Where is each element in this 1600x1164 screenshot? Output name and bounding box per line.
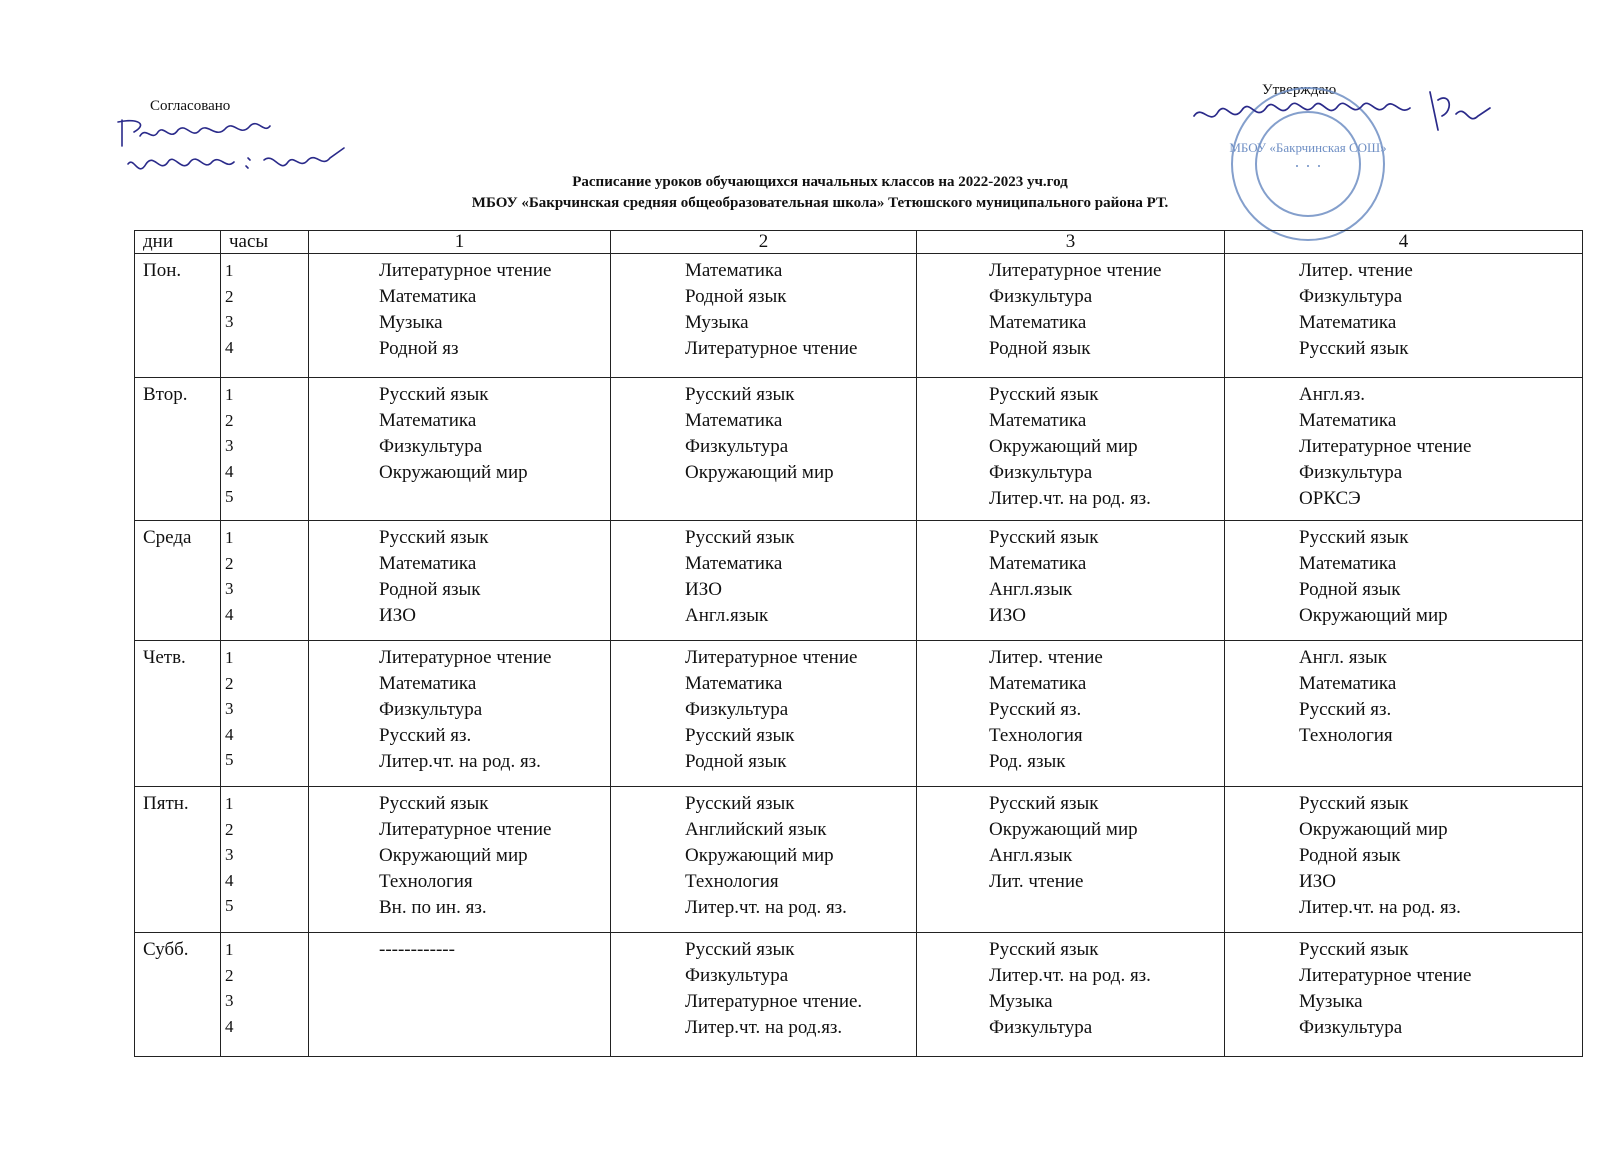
hour-number: 1 — [225, 385, 234, 404]
lesson-item: Литературное чтение — [379, 819, 552, 840]
hour-number: 3 — [225, 312, 234, 331]
lesson-item: Математика — [989, 553, 1087, 574]
lesson-item: Русский язык — [1299, 338, 1409, 359]
hour-number: 4 — [225, 724, 234, 744]
lesson-item: Литер.чт. на род. яз. — [989, 965, 1151, 986]
lesson-item: Математика — [379, 286, 477, 307]
approve-label: Утверждаю — [1262, 82, 1337, 98]
header-hours: часы — [221, 231, 309, 254]
lesson-item: Математика — [989, 673, 1087, 694]
lesson-item: ИЗО — [989, 605, 1026, 626]
lesson-item: Лит. чтение — [989, 871, 1084, 892]
lesson-item: Литературное чтение — [379, 260, 552, 281]
lesson-item: Литер. чтение — [1299, 260, 1413, 281]
class-3-cell — [917, 378, 1225, 521]
lesson-item: Физкультура — [685, 699, 789, 720]
lesson-item: Физкультура — [989, 462, 1093, 483]
lesson-item: Родной язык — [685, 286, 787, 307]
lesson-item: Окружающий мир — [379, 845, 528, 866]
class-2-cell — [611, 378, 917, 521]
lesson-item: Русский язык — [1299, 527, 1409, 548]
lesson-item: Технология — [379, 871, 473, 892]
lesson-item: Русский яз. — [989, 699, 1082, 720]
class-2-cell — [611, 641, 917, 787]
hour-number: 2 — [225, 410, 234, 430]
lesson-item: Математика — [989, 410, 1087, 431]
lesson-item: Русский язык — [379, 793, 489, 814]
lesson-item: Физкультура — [989, 1017, 1093, 1038]
lesson-item: Физкультура — [989, 286, 1093, 307]
hours-cell — [221, 787, 309, 933]
lesson-item: Русский язык — [989, 384, 1099, 405]
lesson-item: Окружающий мир — [989, 436, 1138, 457]
lesson-item: Музыка — [1299, 991, 1363, 1012]
lesson-item: Родной язык — [379, 579, 481, 600]
lesson-item: Математика — [379, 673, 477, 694]
stamp-line-1: МБОУ «Бакрчинская СОШ» — [1229, 140, 1387, 155]
hour-number: 1 — [225, 528, 234, 547]
class-4-cell — [1225, 787, 1583, 933]
hour-number: 2 — [225, 286, 234, 306]
approved-label: Согласовано — [150, 98, 231, 114]
hour-number: 4 — [225, 461, 234, 481]
lesson-item: Родной язык — [685, 751, 787, 772]
hour-number: 3 — [225, 845, 234, 864]
lesson-item: Окружающий мир — [379, 462, 528, 483]
lesson-item: Русский язык — [685, 793, 795, 814]
lesson-item: Литер.чт. на род. яз. — [379, 751, 541, 772]
lesson-item: Родной яз — [379, 338, 459, 359]
lesson-item: Математика — [685, 673, 783, 694]
lesson-item: ИЗО — [685, 579, 722, 600]
class-2-cell — [611, 787, 917, 933]
lesson-item: Физкультура — [685, 965, 789, 986]
table-row — [135, 787, 1583, 933]
hour-number: 4 — [225, 604, 234, 624]
table-row — [135, 641, 1583, 787]
lesson-item: Математика — [685, 410, 783, 431]
class-2-cell — [611, 933, 917, 1057]
lesson-item: Литер. чтение — [989, 647, 1103, 668]
lesson-item: Математика — [1299, 553, 1397, 574]
table-row — [135, 254, 1583, 378]
lesson-item: Англ.язык — [989, 845, 1073, 866]
lesson-item: Литературное чтение — [685, 647, 858, 668]
hour-number: 1 — [225, 940, 234, 959]
hour-number: 2 — [225, 673, 234, 693]
lesson-item: Вн. по ин. яз. — [379, 897, 487, 918]
lesson-item: Физкультура — [379, 436, 483, 457]
schedule-table — [134, 230, 1583, 1057]
day-cell: Среда — [135, 521, 221, 641]
lesson-item: Музыка — [379, 312, 443, 333]
lesson-item: Русский язык — [685, 939, 795, 960]
hour-number: 3 — [225, 436, 234, 455]
lesson-item: Русский язык — [379, 527, 489, 548]
lesson-item: Русский язык — [685, 384, 795, 405]
hour-number: 1 — [225, 648, 234, 667]
header-row — [135, 231, 1583, 254]
lesson-item: Английский язык — [685, 819, 827, 840]
lesson-item: Окружающий мир — [685, 462, 834, 483]
class-1-cell — [309, 933, 611, 1057]
lesson-item: Математика — [1299, 312, 1397, 333]
lesson-item: Математика — [1299, 410, 1397, 431]
hours-cell — [221, 641, 309, 787]
day-cell: Четв. — [135, 641, 221, 787]
lesson-item: Англ.язык — [685, 605, 769, 626]
hour-number: 2 — [225, 553, 234, 573]
header-days: дни — [135, 231, 221, 254]
lesson-item: Литер.чт. на род.яз. — [685, 1017, 843, 1038]
hours-cell — [221, 378, 309, 521]
day-cell: Пон. — [135, 254, 221, 378]
lesson-item: Род. язык — [989, 751, 1066, 772]
lesson-item: Литературное чтение — [989, 260, 1162, 281]
class-2-cell — [611, 521, 917, 641]
schedule-title: Расписание уроков обучающихся начальных классов на 2022-2023 уч.год — [572, 174, 1068, 190]
lesson-item: Родной язык — [989, 338, 1091, 359]
hour-number: 3 — [225, 699, 234, 718]
class-4-cell — [1225, 641, 1583, 787]
hour-number: 5 — [225, 487, 234, 506]
lesson-item: Физкультура — [1299, 286, 1403, 307]
class-3-cell — [917, 254, 1225, 378]
schedule-body — [135, 254, 1583, 1057]
hour-number: 1 — [225, 794, 234, 813]
header-class-3: 3 — [917, 231, 1225, 254]
hour-number: 4 — [225, 1016, 234, 1036]
lesson-item: Физкультура — [379, 699, 483, 720]
lesson-item: Математика — [685, 553, 783, 574]
class-2-cell — [611, 254, 917, 378]
lesson-item: Математика — [685, 260, 783, 281]
class-1-cell — [309, 378, 611, 521]
lesson-item: Литературное чтение — [1299, 436, 1472, 457]
class-4-cell — [1225, 378, 1583, 521]
lesson-item: Литературное чтение — [685, 338, 858, 359]
table-row — [135, 378, 1583, 521]
hours-cell — [221, 521, 309, 641]
table-row — [135, 933, 1583, 1057]
lesson-item: Русский яз. — [379, 725, 472, 746]
lesson-item: Литер.чт. на род. яз. — [685, 897, 847, 918]
lesson-item: Русский язык — [989, 527, 1099, 548]
director-signature — [1186, 86, 1506, 142]
lesson-item: Музыка — [685, 312, 749, 333]
lesson-item: Литер.чт. на род. яз. — [989, 488, 1151, 509]
header-class-4: 4 — [1225, 231, 1583, 254]
lesson-item: ------------ — [379, 939, 455, 960]
class-3-cell — [917, 787, 1225, 933]
class-1-cell — [309, 641, 611, 787]
hour-number: 4 — [225, 870, 234, 890]
lesson-item: Математика — [989, 312, 1087, 333]
lesson-item: Математика — [379, 410, 477, 431]
day-cell: Пятн. — [135, 787, 221, 933]
header-class-2: 2 — [611, 231, 917, 254]
hours-cell — [221, 933, 309, 1057]
svg-text:・・・: ・・・ — [1291, 161, 1325, 173]
lesson-item: Родной язык — [1299, 845, 1401, 866]
hour-number: 4 — [225, 337, 234, 357]
lesson-item: ОРКСЭ — [1299, 488, 1361, 509]
lesson-item: Технология — [1299, 725, 1393, 746]
lesson-item: Окружающий мир — [1299, 819, 1448, 840]
lesson-item: Окружающий мир — [989, 819, 1138, 840]
lesson-item: Русский язык — [685, 725, 795, 746]
lesson-item: Технология — [685, 871, 779, 892]
lesson-item: Русский язык — [1299, 939, 1409, 960]
lesson-item: Литературное чтение — [379, 647, 552, 668]
lesson-item: Музыка — [989, 991, 1053, 1012]
lesson-item: Окружающий мир — [685, 845, 834, 866]
lesson-item: ИЗО — [1299, 871, 1336, 892]
hour-number: 5 — [225, 750, 234, 769]
hour-number: 3 — [225, 991, 234, 1010]
lesson-item: Литер.чт. на род. яз. — [1299, 897, 1461, 918]
table-row — [135, 521, 1583, 641]
lesson-item: Физкультура — [685, 436, 789, 457]
lesson-item: Англ. язык — [1299, 647, 1387, 668]
class-3-cell — [917, 641, 1225, 787]
class-1-cell — [309, 254, 611, 378]
lesson-item: Англ.язык — [989, 579, 1073, 600]
header-class-1: 1 — [309, 231, 611, 254]
class-4-cell — [1225, 521, 1583, 641]
hours-cell — [221, 254, 309, 378]
class-4-cell — [1225, 933, 1583, 1057]
lesson-item: Русский язык — [685, 527, 795, 548]
lesson-item: Математика — [379, 553, 477, 574]
class-4-cell — [1225, 254, 1583, 378]
class-1-cell — [309, 787, 611, 933]
lesson-item: Литературное чтение — [1299, 965, 1472, 986]
lesson-item: Технология — [989, 725, 1083, 746]
hour-number: 5 — [225, 896, 234, 915]
day-cell: Втор. — [135, 378, 221, 521]
class-1-cell — [309, 521, 611, 641]
lesson-item: Русский язык — [989, 939, 1099, 960]
hour-number: 2 — [225, 965, 234, 985]
hour-number: 3 — [225, 579, 234, 598]
lesson-item: ИЗО — [379, 605, 416, 626]
class-3-cell — [917, 933, 1225, 1057]
class-3-cell — [917, 521, 1225, 641]
lesson-item: Русский язык — [989, 793, 1099, 814]
lesson-item: Физкультура — [1299, 462, 1403, 483]
lesson-item: Родной язык — [1299, 579, 1401, 600]
lesson-item: Русский язык — [379, 384, 489, 405]
lesson-item: Русский язык — [1299, 793, 1409, 814]
hour-number: 2 — [225, 819, 234, 839]
hour-number: 1 — [225, 261, 234, 280]
lesson-item: Физкультура — [1299, 1017, 1403, 1038]
school-title: МБОУ «Бакрчинская средняя общеобразовательная школа» Тетюшского муниципального района РТ. — [471, 195, 1169, 211]
lesson-item: Англ.яз. — [1299, 384, 1365, 405]
lesson-item: Русский яз. — [1299, 699, 1392, 720]
lesson-item: Литературное чтение. — [685, 991, 863, 1012]
lesson-item: Математика — [1299, 673, 1397, 694]
day-cell: Субб. — [135, 933, 221, 1057]
lesson-item: Окружающий мир — [1299, 605, 1448, 626]
